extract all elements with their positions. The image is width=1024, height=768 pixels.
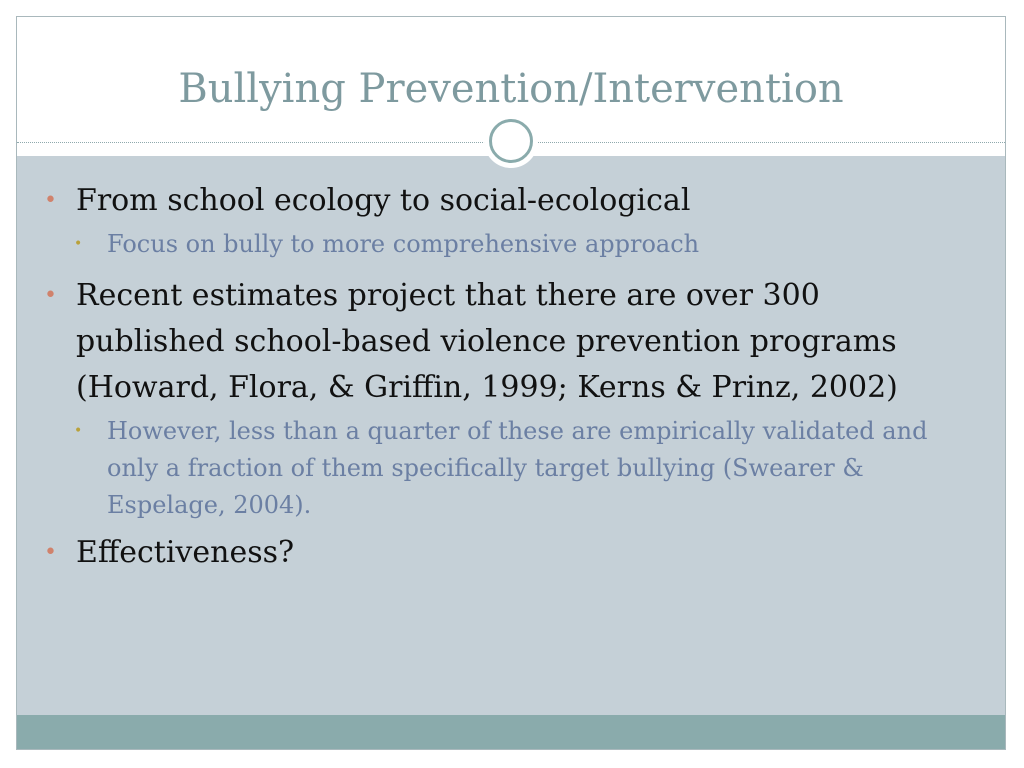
- sub-bullet-text: Focus on bully to more comprehensive approach: [107, 230, 700, 258]
- ring-shape: [489, 119, 533, 163]
- sub-bullet-text: However, less than a quarter of these are empirically validated and only a fraction of them specifically target bullying (Swearer & Espelage, 2004).: [107, 417, 928, 519]
- sub-bullet-marker: •: [74, 236, 83, 252]
- bullet-text: Effectiveness?: [76, 535, 295, 570]
- circle-ring-icon: [484, 114, 538, 168]
- sub-bullet-item: [40, 413, 970, 524]
- bullet-text: From school ecology to social-ecological: [76, 183, 691, 218]
- slide-title: Bullying Prevention/Intervention: [178, 66, 844, 112]
- bullet-item: [40, 178, 970, 224]
- bullet-item: [40, 273, 970, 411]
- bullet-marker: •: [44, 188, 57, 213]
- sub-bullet-item: [40, 226, 970, 263]
- bullet-item: [40, 530, 970, 576]
- bullet-marker: •: [44, 283, 57, 308]
- bullet-text: Recent estimates project that there are over 300 published school-based violence prevention programs (Howard, Flora, & Griffin, 1999; Kerns & Prinz, 2002): [76, 278, 898, 405]
- sub-bullet-marker: •: [74, 423, 83, 439]
- footer-bar: [17, 715, 1005, 749]
- bullet-marker: •: [44, 540, 57, 565]
- bullet-list: [40, 178, 970, 578]
